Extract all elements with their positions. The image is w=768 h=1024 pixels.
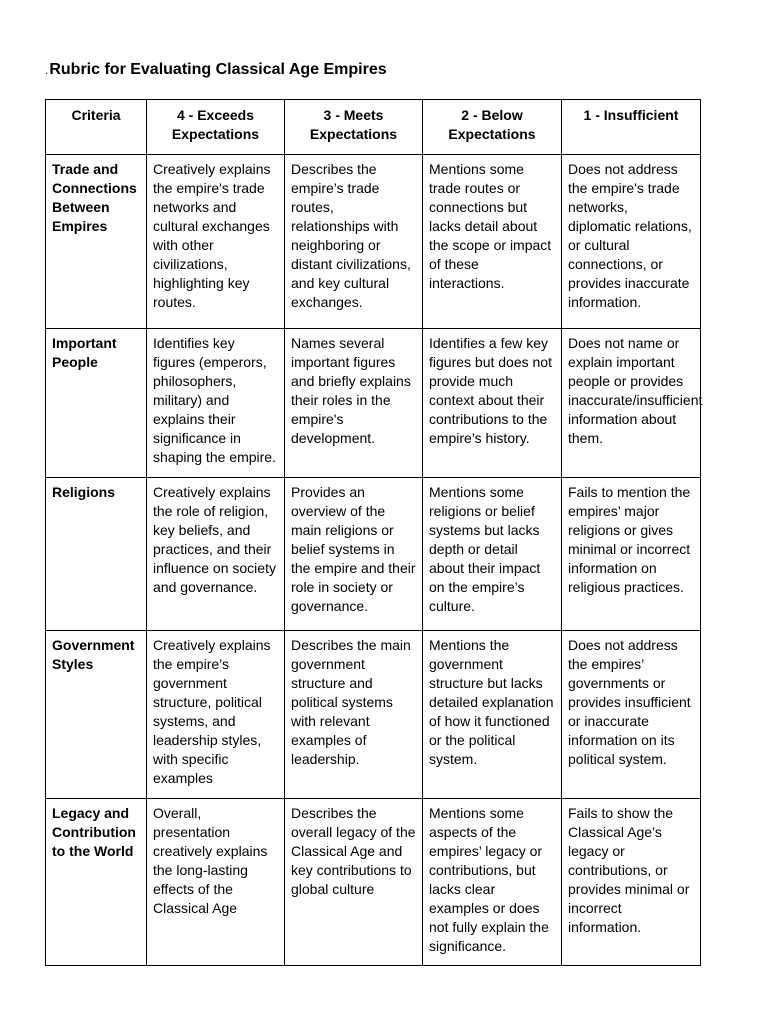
score-3-cell: Describes the overall legacy of the Classical Age and key contributions to global culture	[285, 799, 423, 966]
header-insufficient: 1 - Insufficient	[562, 100, 701, 155]
title-text: Rubric for Evaluating Classical Age Empires	[49, 61, 387, 78]
criteria-cell: Legacy and Contribution to the World	[46, 799, 147, 966]
score-1-cell: Does not address the empire's trade networks, diplomatic relations, or cultural connections, or provides inaccurate information.	[562, 155, 701, 329]
score-3-cell: Provides an overview of the main religions or belief systems in the empire and their role in society or governance.	[285, 478, 423, 631]
score-4-cell: Creatively explains the role of religion, key beliefs, and practices, and their influence on society and governance.	[147, 478, 285, 631]
table-row-people	[46, 329, 701, 478]
header-below: 2 - Below Expectations	[423, 100, 562, 155]
score-4-cell: Creatively explains the empire's trade networks and cultural exchanges with other civilizations, highlighting key routes.	[147, 155, 285, 329]
header-criteria: Criteria	[46, 100, 147, 155]
rubric-header	[46, 100, 701, 155]
title-prefix: .	[45, 63, 49, 77]
rubric-body	[46, 155, 701, 966]
score-2-cell: Identifies a few key figures but does not provide much context about their contributions to the empire’s history.	[423, 329, 562, 478]
table-row-legacy	[46, 799, 701, 966]
header-meets: 3 - Meets Expectations	[285, 100, 423, 155]
rubric-table	[45, 99, 701, 966]
criteria-cell: Trade and Connections Between Empires	[46, 155, 147, 329]
score-1-cell: Fails to show the Classical Age’s legacy or contributions, or provides minimal or incorrect information.	[562, 799, 701, 966]
score-4-cell: Creatively explains the empire’s government structure, political systems, and leadership styles, with specific examples	[147, 631, 285, 799]
score-3-cell: Describes the main government structure and political systems with relevant examples of leadership.	[285, 631, 423, 799]
score-2-cell: Mentions some religions or belief systems but lacks depth or detail about their impact on the empire’s culture.	[423, 478, 562, 631]
score-4-cell: Identifies key figures (emperors, philosophers, military) and explains their significance in shaping the empire.	[147, 329, 285, 478]
score-2-cell: Mentions the government structure but lacks detailed explanation of how it functioned or the political system.	[423, 631, 562, 799]
score-3-cell: Names several important figures and briefly explains their roles in the empire's development.	[285, 329, 423, 478]
table-row-religions	[46, 478, 701, 631]
score-3-cell: Describes the empire’s trade routes, relationships with neighboring or distant civilizations, and key cultural exchanges.	[285, 155, 423, 329]
criteria-cell: Government Styles	[46, 631, 147, 799]
score-2-cell: Mentions some trade routes or connections but lacks detail about the scope or impact of these interactions.	[423, 155, 562, 329]
score-1-cell: Fails to mention the empires’ major religions or gives minimal or incorrect information on religious practices.	[562, 478, 701, 631]
score-1-cell: Does not name or explain important people or provides inaccurate/insufficient information about them.	[562, 329, 701, 478]
score-4-cell: Overall, presentation creatively explains the long-lasting effects of the Classical Age	[147, 799, 285, 966]
criteria-cell: Important People	[46, 329, 147, 478]
score-1-cell: Does not address the empires’ governments or provides insufficient or inaccurate information on its political system.	[562, 631, 701, 799]
header-exceeds: 4 - Exceeds Expectations	[147, 100, 285, 155]
document-title	[45, 61, 387, 79]
header-row	[46, 100, 701, 155]
criteria-cell: Religions	[46, 478, 147, 631]
table-row-trade	[46, 155, 701, 329]
score-2-cell: Mentions some aspects of the empires’ legacy or contributions, but lacks clear examples or does not fully explain the significance.	[423, 799, 562, 966]
table-row-government	[46, 631, 701, 799]
